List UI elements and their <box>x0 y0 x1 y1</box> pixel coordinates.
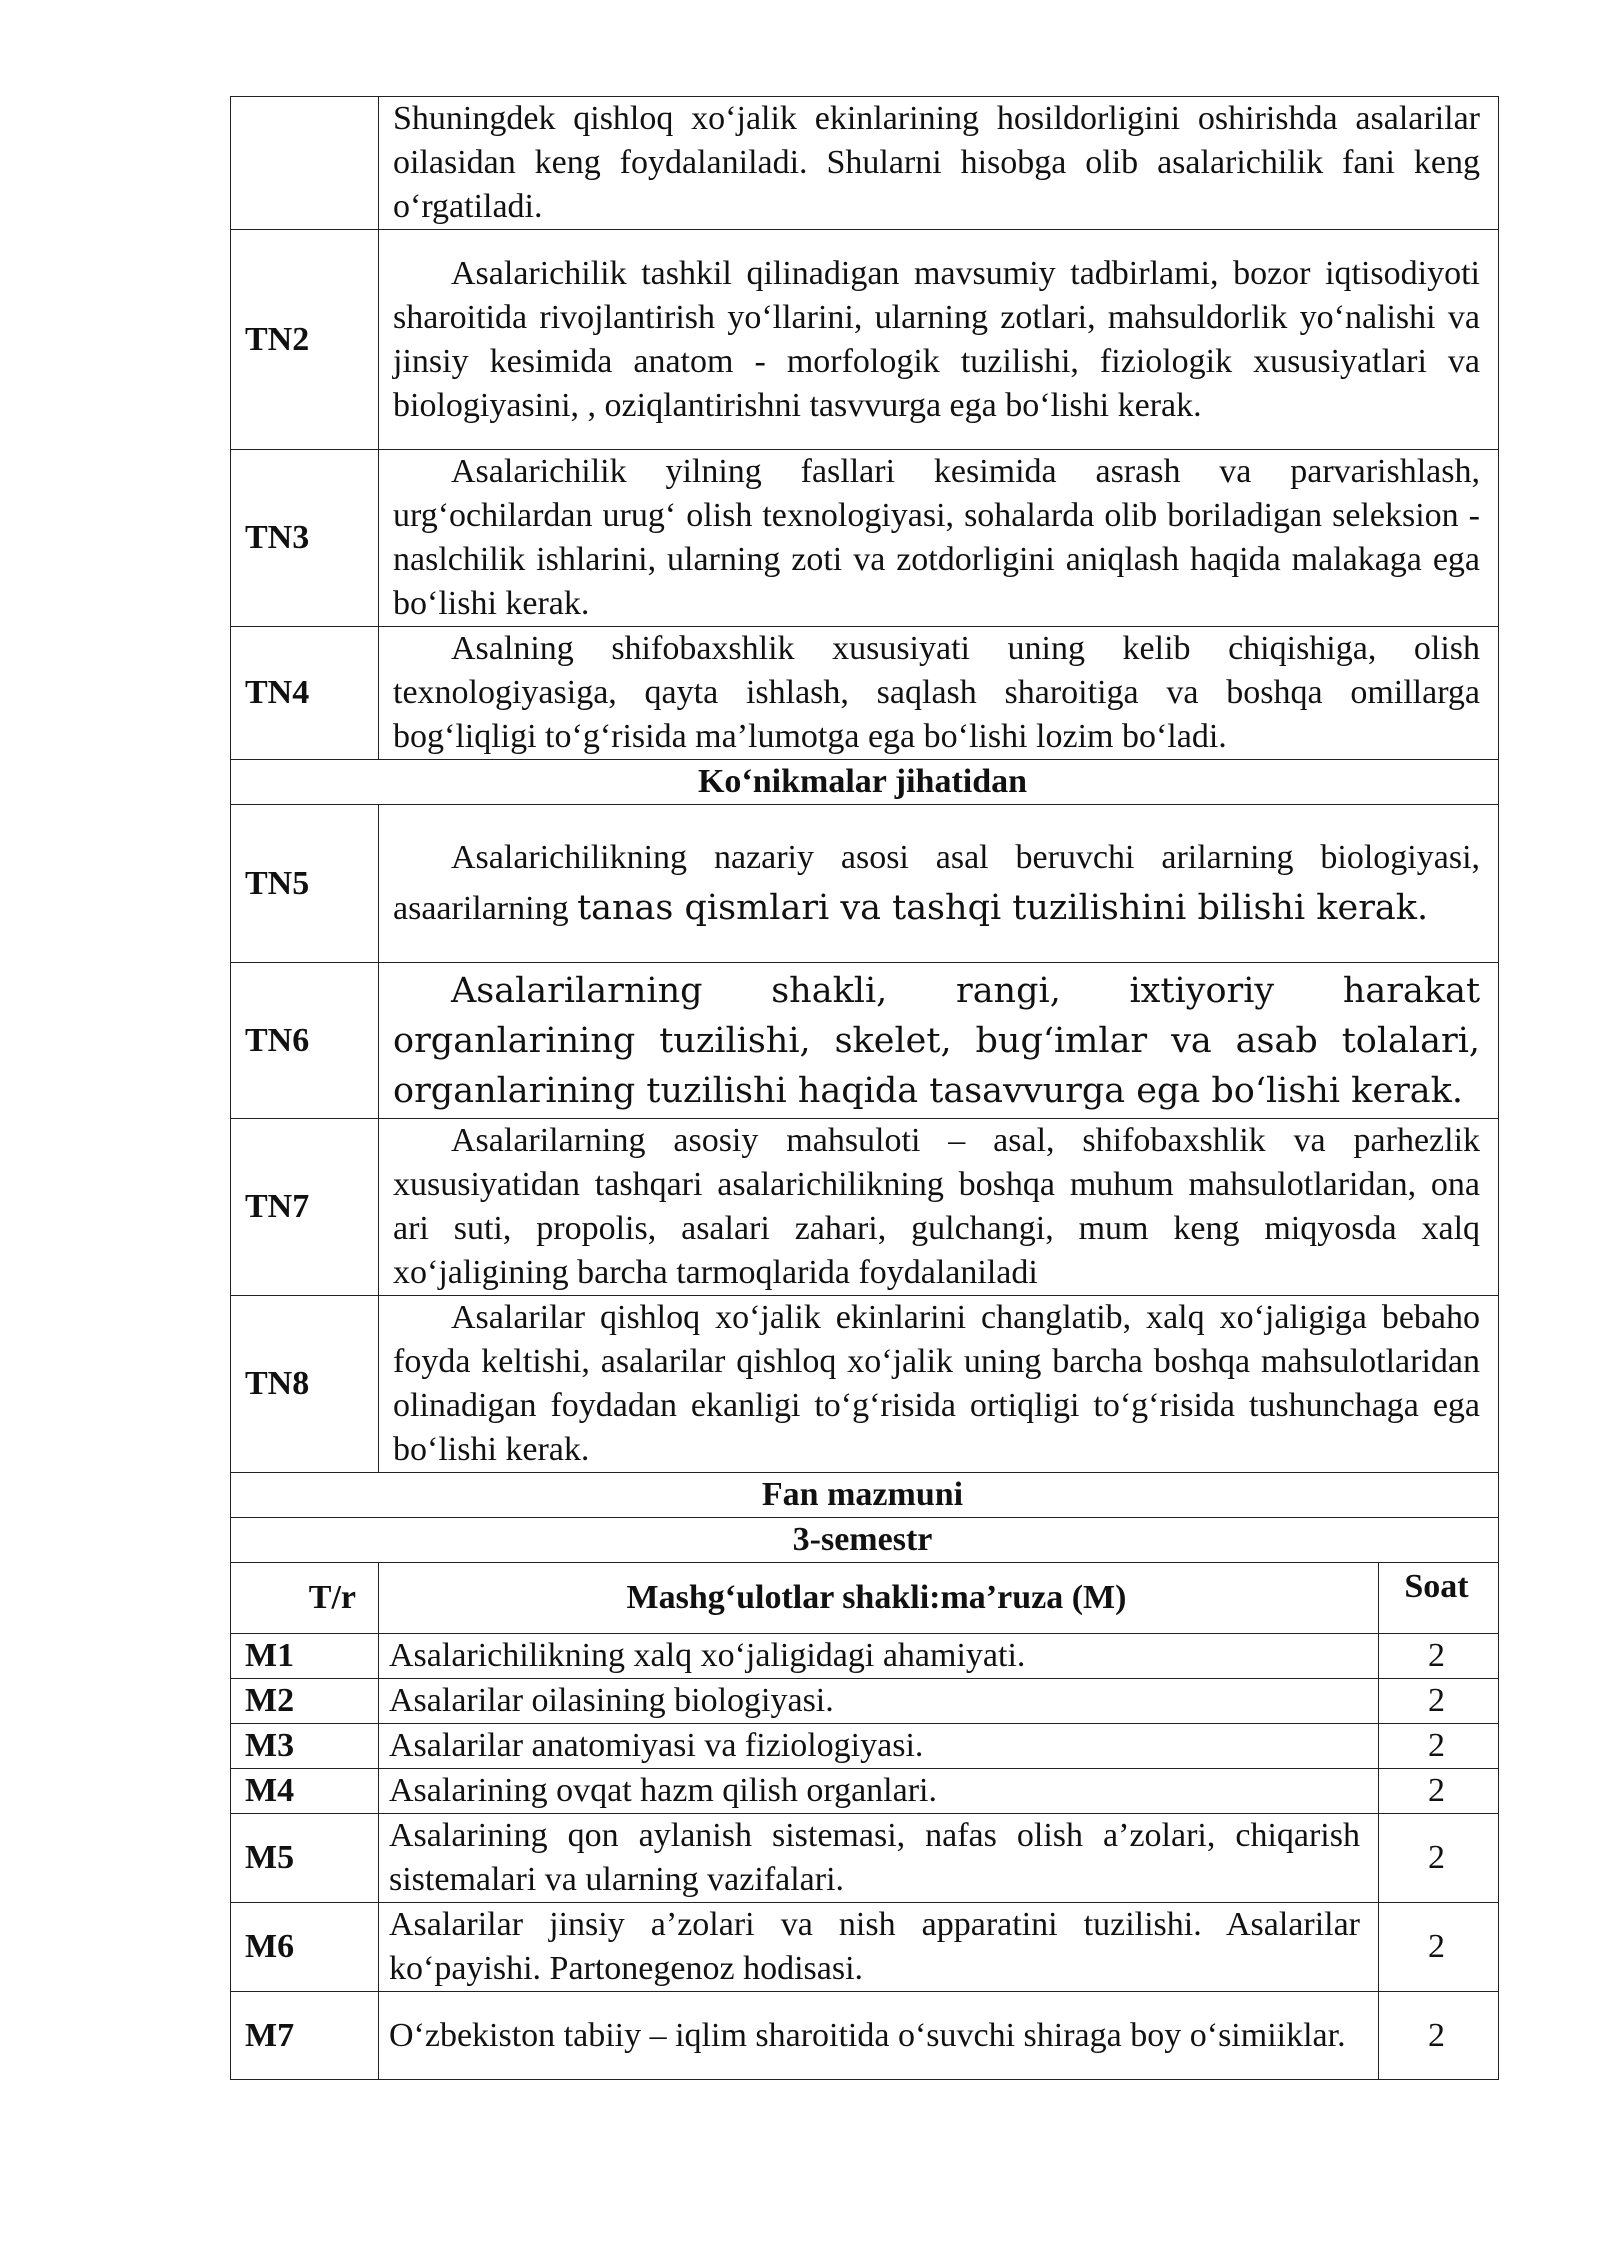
lecture-topic: O‘zbekiston tabiiy – iqlim sharoitida o‘suvchi shiraga boy o‘simiiklar. <box>379 1992 1379 2080</box>
lecture-code: M1 <box>231 1634 379 1679</box>
lecture-row <box>231 1679 1499 1724</box>
row-code: TN7 <box>231 1119 379 1296</box>
row-code: TN8 <box>231 1296 379 1473</box>
tn-row <box>231 805 1499 963</box>
lecture-hours: 2 <box>1379 1634 1499 1679</box>
lecture-code: M4 <box>231 1769 379 1814</box>
lecture-row <box>231 1992 1499 2080</box>
row-text-part: tanas qismlari va tashqi tuzilishini bilishi kerak. <box>577 888 1429 928</box>
lecture-code: M7 <box>231 1992 379 2080</box>
row-text: Asalarichilik tashkil qilinadigan mavsumiy tadbirlami, bozor iqtisodiyoti sharoitida rivojlantirish yo‘llarini, ularning zotlari, mahsuldorlik yo‘nalishi va jinsiy kesimida anatom - morfologik tuzilishi, fiziologik xususiyatlari va biologiyasini, , oziqlantirishni tasvvurga ega bo‘lishi kerak. <box>379 230 1499 450</box>
lecture-row <box>231 1903 1499 1992</box>
row-text-part: Asalarichilikning nazariy asosi asal beruvchi arilarning biologiyasi, asaarilarning <box>393 839 1481 927</box>
tn-row <box>231 1296 1499 1473</box>
lecture-hours: 2 <box>1379 1679 1499 1724</box>
lecture-row <box>231 1814 1499 1903</box>
lecture-hours: 2 <box>1379 1814 1499 1903</box>
lecture-row <box>231 1634 1499 1679</box>
lecture-topic: Asalarining ovqat hazm qilish organlari. <box>379 1769 1379 1814</box>
lecture-hours: 2 <box>1379 1903 1499 1992</box>
lecture-topic: Asalarichilikning xalq xo‘jaligidagi ahamiyati. <box>379 1634 1379 1679</box>
content-heading: Fan mazmuni <box>231 1473 1499 1518</box>
section-heading-row <box>231 1473 1499 1518</box>
row-text: Asalarilar qishloq xo‘jalik ekinlarini changlatib, xalq xo‘jaligiga bebaho foyda keltishi, asalarilar qishloq xo‘jalik uning barcha boshqa mahsulotlaridan olinadigan foydadan ekanligi to‘g‘risida ortiqligi to‘g‘risida tushunchaga ega bo‘lishi kerak. <box>379 1296 1499 1473</box>
tn-row <box>231 627 1499 760</box>
row-code: TN5 <box>231 805 379 963</box>
lecture-topic: Asalarilar anatomiyasi va fiziologiyasi. <box>379 1724 1379 1769</box>
lecture-topic: Asalarilar oilasining biologiyasi. <box>379 1679 1379 1724</box>
row-text: Asalarilarning shakli, rangi, ixtiyoriy harakat organlarining tuzilishi, skelet, bug‘imlar va asab tolalari, organlarining tuzilishi haqida tasavvurga ega bo‘lishi kerak. <box>379 963 1499 1119</box>
syllabus-table <box>230 96 1499 2080</box>
semester-heading: 3-semestr <box>231 1518 1499 1563</box>
lecture-hours: 2 <box>1379 1992 1499 2080</box>
lecture-column-header: Mashg‘ulotlar shakli:ma’ruza (M) <box>379 1563 1379 1634</box>
skills-heading: Ko‘nikmalar jihatidan <box>231 760 1499 805</box>
lecture-topic: Asalarining qon aylanish sistemasi, nafas olish a’zolari, chiqarish sistemalari va ularning vazifalari. <box>379 1814 1379 1903</box>
tn-row <box>231 230 1499 450</box>
section-heading-row <box>231 760 1499 805</box>
hours-column-header: Soat <box>1379 1563 1499 1634</box>
lecture-code: M2 <box>231 1679 379 1724</box>
row-text: Asalning shifobaxshlik xususiyati uning kelib chiqishiga, olish texnologiyasiga, qayta ishlash, saqlash sharoitiga va boshqa omillarga bog‘liqligi to‘g‘risida ma’lumotga ega bo‘lishi lozim bo‘ladi. <box>379 627 1499 760</box>
lecture-code: M5 <box>231 1814 379 1903</box>
lecture-row <box>231 1724 1499 1769</box>
lecture-topic: Asalarilar jinsiy a’zolari va nish apparatini tuzilishi. Asalarilar ko‘payishi. Partonegenoz hodisasi. <box>379 1903 1379 1992</box>
row-code: TN3 <box>231 450 379 627</box>
number-column-header: T/r <box>231 1563 379 1634</box>
row-code: TN2 <box>231 230 379 450</box>
row-text: Asalarilarning asosiy mahsuloti – asal, shifobaxshlik va parhezlik xususiyatidan tashqari asalarichilikning boshqa muhum mahsulotlaridan, ona ari suti, propolis, asalari zahari, gulchangi, mum keng miqyosda xalq xo‘jaligining barcha tarmoqlarida foydalaniladi <box>379 1119 1499 1296</box>
tn-row <box>231 450 1499 627</box>
lecture-hours: 2 <box>1379 1724 1499 1769</box>
row-code: TN4 <box>231 627 379 760</box>
tn-row <box>231 963 1499 1119</box>
tn-row <box>231 1119 1499 1296</box>
lecture-hours: 2 <box>1379 1769 1499 1814</box>
lecture-header-row <box>231 1563 1499 1634</box>
row-text <box>379 805 1499 963</box>
row-text: Asalarichilik yilning fasllari kesimida asrash va parvarishlash, urg‘ochilardan urug‘ olish texnologiyasi, sohalarda olib boriladigan seleksion - naslchilik ishlarini, ularning zoti va zotdorligini aniqlash haqida malakaga ega bo‘lishi kerak. <box>379 450 1499 627</box>
row-code <box>231 97 379 230</box>
lecture-code: M6 <box>231 1903 379 1992</box>
row-code: TN6 <box>231 963 379 1119</box>
lecture-row <box>231 1769 1499 1814</box>
section-heading-row <box>231 1518 1499 1563</box>
tn-row <box>231 97 1499 230</box>
lecture-code: M3 <box>231 1724 379 1769</box>
row-text: Shuningdek qishloq xo‘jalik ekinlarining hosildorligini oshirishda asalarilar oilasidan keng foydalaniladi. Shularni hisobga olib asalarichilik fani keng o‘rgatiladi. <box>379 97 1499 230</box>
